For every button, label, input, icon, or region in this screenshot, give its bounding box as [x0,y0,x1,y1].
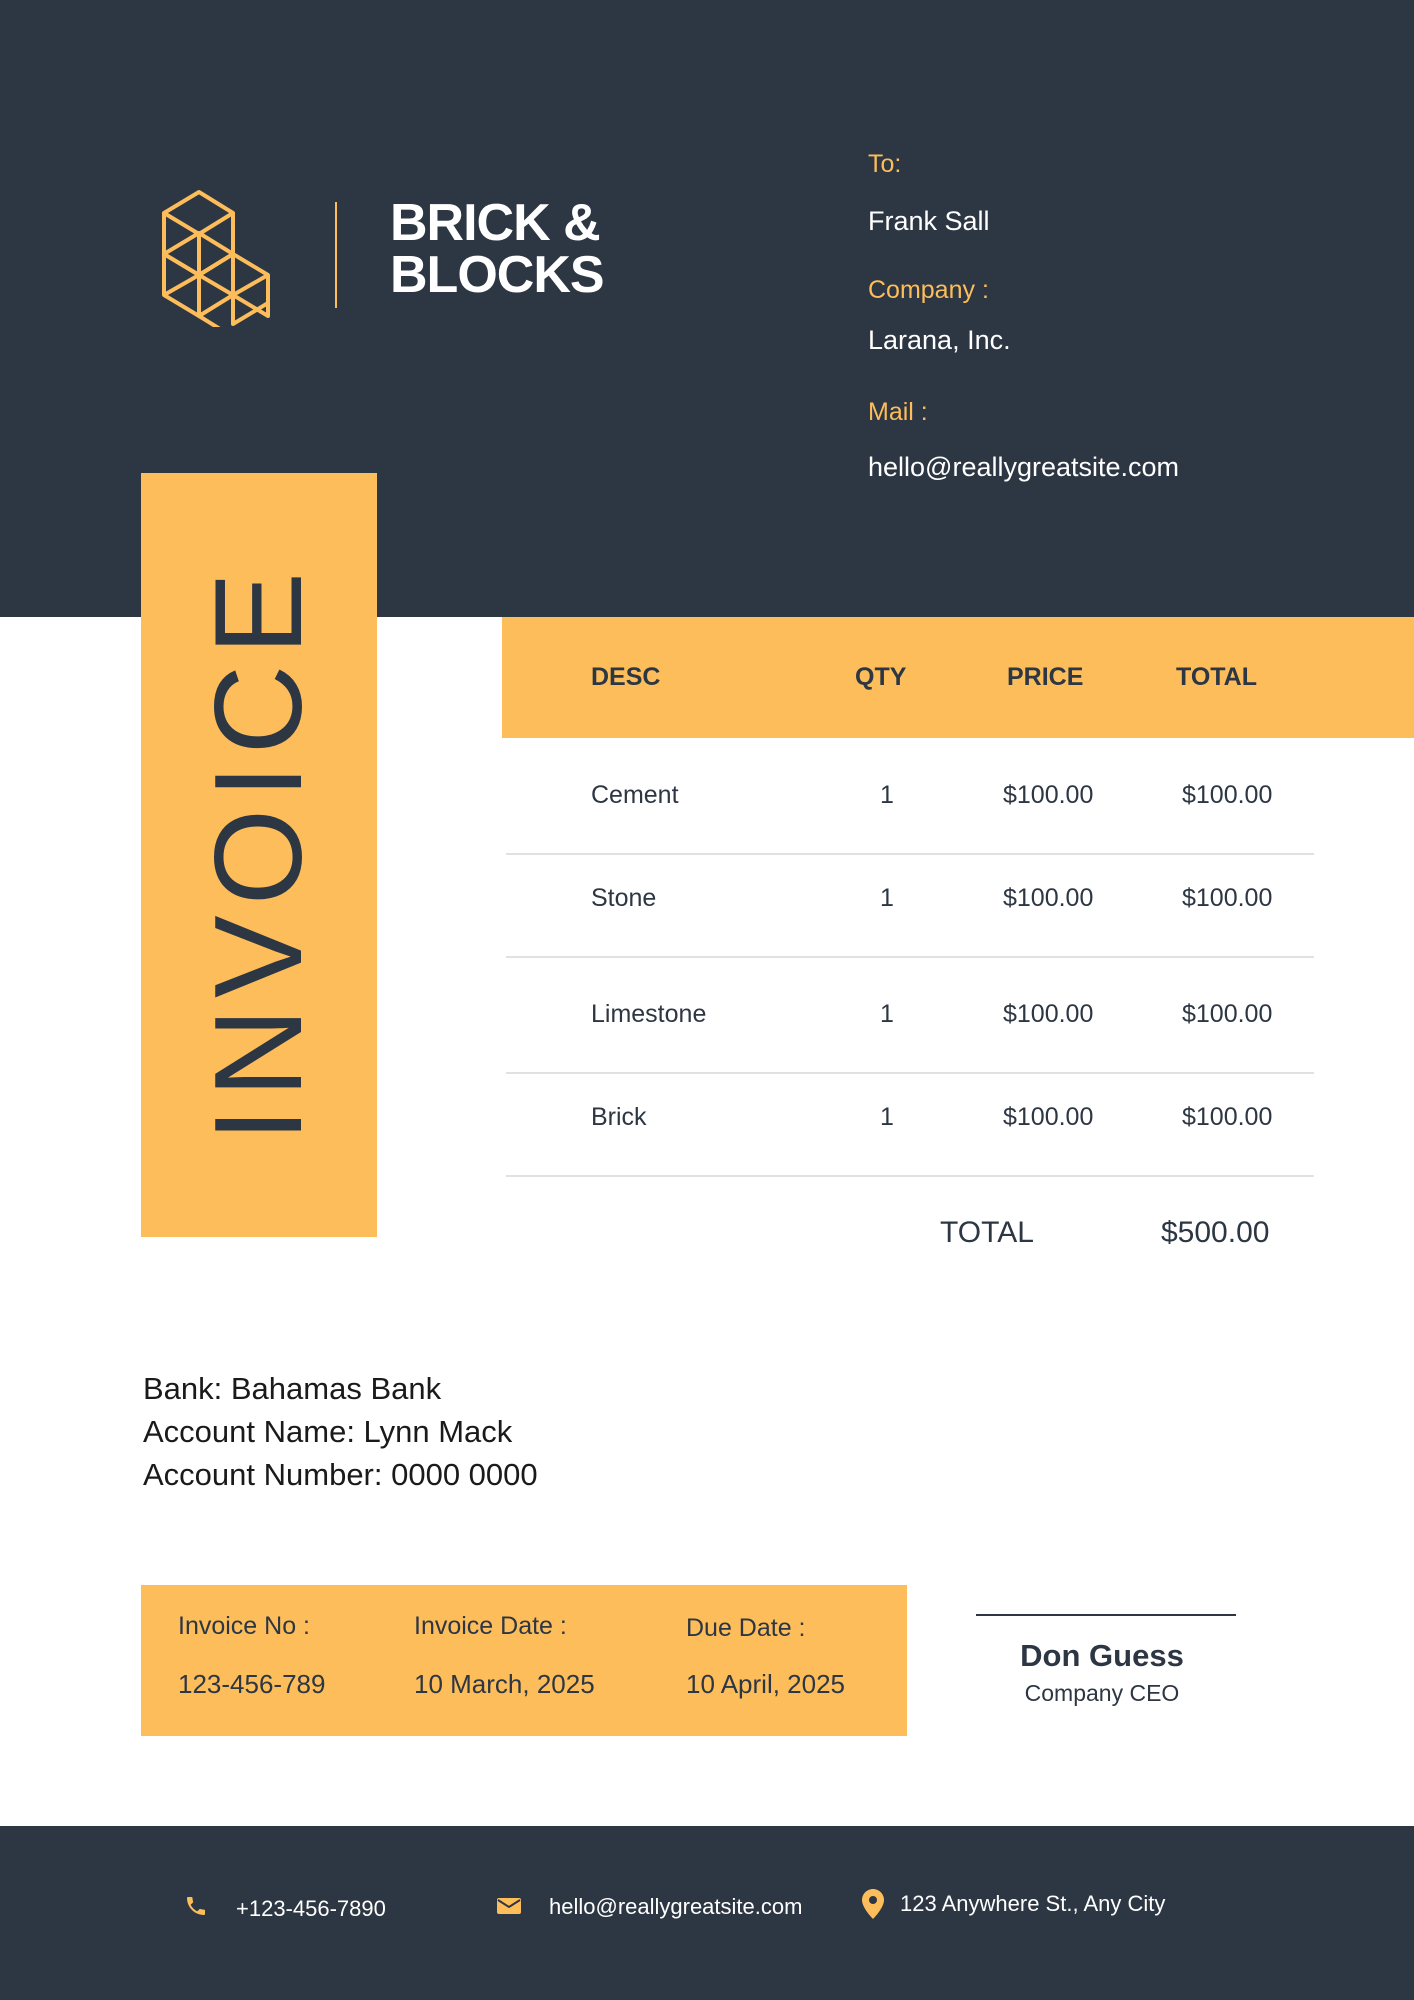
row-total: $100.00 [1182,1000,1273,1028]
footer-address: 123 Anywhere St., Any City [900,1891,1166,1916]
bank-details [143,1367,538,1496]
row-qty: 1 [880,884,894,912]
row-price: $100.00 [1003,1000,1094,1028]
invoice-info-box [141,1585,907,1736]
invoice-title: INVOICE [190,562,328,1142]
company-label: Company : [868,276,989,304]
table-row [506,855,1314,958]
logo-divider [335,202,337,308]
invoice-date-label: Invoice Date : [414,1612,567,1640]
row-qty: 1 [880,1103,894,1131]
row-qty: 1 [880,781,894,809]
mail-label: Mail : [868,398,928,426]
due-date-value: 10 April, 2025 [686,1669,846,1699]
row-total: $100.00 [1182,781,1273,809]
to-label: To: [868,150,902,178]
account-name: Account Name: Lynn Mack [143,1414,513,1449]
table-row [506,958,1314,1074]
row-desc: Cement [591,781,679,809]
signature-line [976,1614,1236,1616]
row-price: $100.00 [1003,884,1094,912]
footer-email: hello@reallygreatsite.com [549,1894,803,1919]
row-desc: Stone [591,884,657,912]
mail-icon [496,1896,522,1916]
brand-line-1: BRICK & [390,194,600,252]
invoice-number-label: Invoice No : [178,1612,311,1640]
table-row [506,1074,1314,1177]
to-value: Frank Sall [868,206,990,236]
header-price: PRICE [1007,663,1084,691]
stacked-cubes-icon [160,183,276,327]
bank-name: Bank: Bahamas Bank [143,1371,442,1406]
grand-total-value: $500.00 [1161,1216,1270,1249]
invoice-number-value: 123-456-789 [178,1669,326,1699]
company-value: Larana, Inc. [868,325,1011,355]
grand-total-label: TOTAL [940,1216,1034,1249]
row-desc: Brick [591,1103,647,1131]
row-total: $100.00 [1182,1103,1273,1131]
header-qty: QTY [855,663,907,691]
brand-line-2: BLOCKS [390,246,604,304]
due-date-label: Due Date : [686,1614,806,1642]
signatory-role: Company CEO [1024,1680,1180,1706]
account-number: Account Number: 0000 0000 [143,1457,538,1492]
signatory-name: Don Guess [1020,1638,1184,1673]
brand-name [390,194,604,304]
row-total: $100.00 [1182,884,1273,912]
table-header [502,617,1414,738]
row-desc: Limestone [591,1000,707,1028]
footer-phone: +123-456-7890 [236,1896,386,1921]
phone-icon [184,1894,208,1918]
header-total: TOTAL [1176,663,1258,691]
location-pin-icon [862,1889,884,1919]
footer [0,1826,1414,2000]
row-price: $100.00 [1003,781,1094,809]
mail-value: hello@reallygreatsite.com [868,452,1180,482]
header-desc: DESC [591,663,661,691]
row-qty: 1 [880,1000,894,1028]
invoice-date-value: 10 March, 2025 [414,1669,595,1699]
table-row [506,738,1314,855]
row-price: $100.00 [1003,1103,1094,1131]
